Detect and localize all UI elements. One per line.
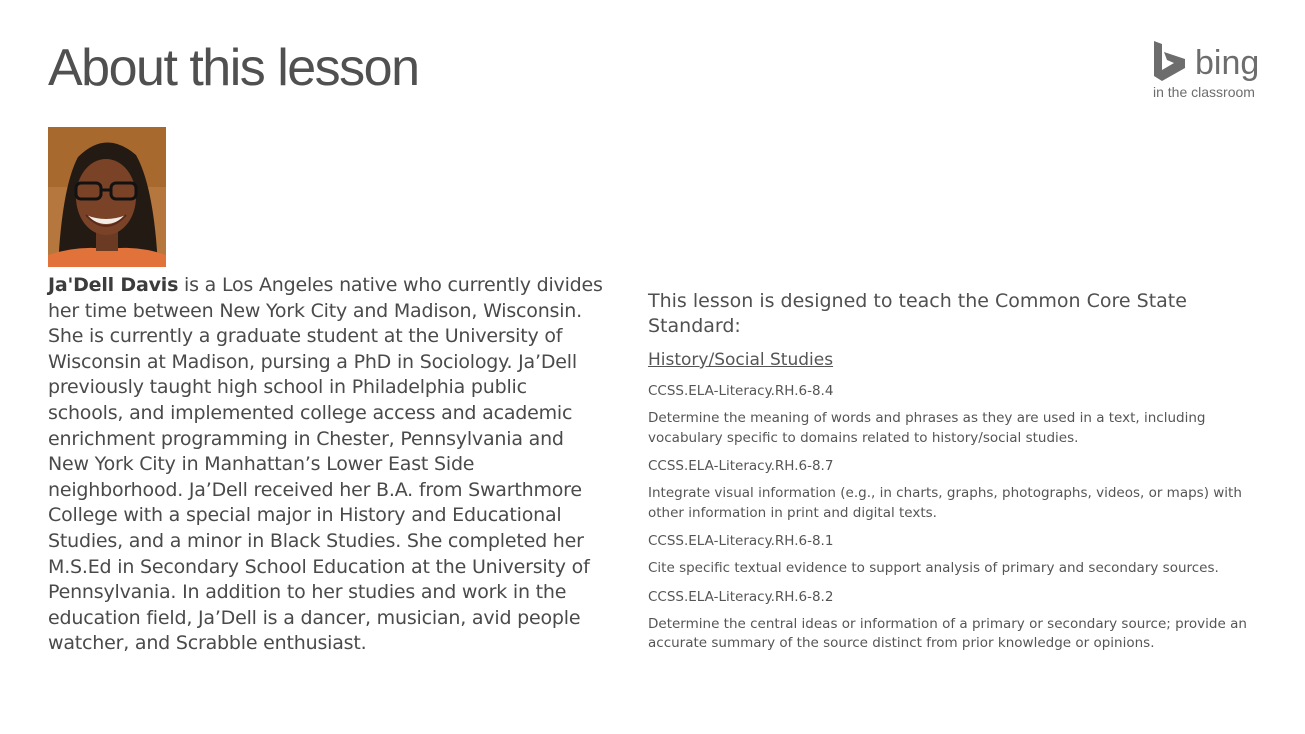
standard-code: CCSS.ELA-Literacy.RH.6-8.1	[648, 533, 834, 549]
author-bio	[48, 273, 606, 657]
logo-tagline: in the classroom	[1153, 84, 1255, 100]
standard-item	[648, 587, 1263, 654]
page-title: About this lesson	[48, 39, 419, 97]
standard-code: CCSS.ELA-Literacy.RH.6-8.4	[648, 383, 834, 399]
author-bio-text: is a Los Angeles native who currently divides her time between New York City and Madison, Wisconsin. She is currently a graduate student at the University of Wisconsin at Madison, pursing a PhD in Sociology. Ja’Dell previously taught high school in Philadelphia public schools, and implemented college access and academic enrichment programming in Chester, Pennsylvania and New York City in Manhattan’s Lower East Side neighborhood. Ja’Dell received her B.A. from Swarthmore College with a special major in History and Educational Studies, and a minor in Black Studies. She completed her M.S.Ed in Secondary School Education at the University of Pennsylvania. In addition to her studies and work in the education field, Ja’Dell is a dancer, musician, avid people watcher, and Scrabble enthusiast.	[48, 274, 603, 655]
author-portrait	[48, 127, 166, 267]
author-name: Ja'Dell Davis	[48, 274, 179, 296]
standards-section	[648, 289, 1263, 662]
bing-in-the-classroom-logo	[1152, 40, 1262, 102]
subject-link[interactable]: History/Social Studies	[648, 350, 834, 370]
bing-b-icon	[1152, 40, 1188, 82]
standard-code: CCSS.ELA-Literacy.RH.6-8.2	[648, 588, 834, 605]
standard-description: Integrate visual information (e.g., in charts, graphs, photographs, videos, or maps) with other information in print and digital texts.	[648, 485, 1242, 521]
bing-wordmark: bing	[1195, 44, 1260, 82]
standards-intro: This lesson is designed to teach the Common Core State Standard:	[648, 290, 1187, 337]
standard-description: Determine the meaning of words and phrases as they are used in a text, including vocabulary specific to domains related to history/social studies.	[648, 410, 1206, 446]
standard-description: Cite specific textual evidence to support analysis of primary and secondary sources.	[648, 560, 1219, 576]
standard-code: CCSS.ELA-Literacy.RH.6-8.7	[648, 458, 834, 474]
standard-item	[648, 531, 1263, 579]
standard-description: Determine the central ideas or information of a primary or secondary source; provide an accurate summary of the source distinct from prior knowledge or opinions.	[648, 615, 1247, 651]
standard-item	[648, 381, 1263, 448]
standard-item	[648, 456, 1263, 523]
